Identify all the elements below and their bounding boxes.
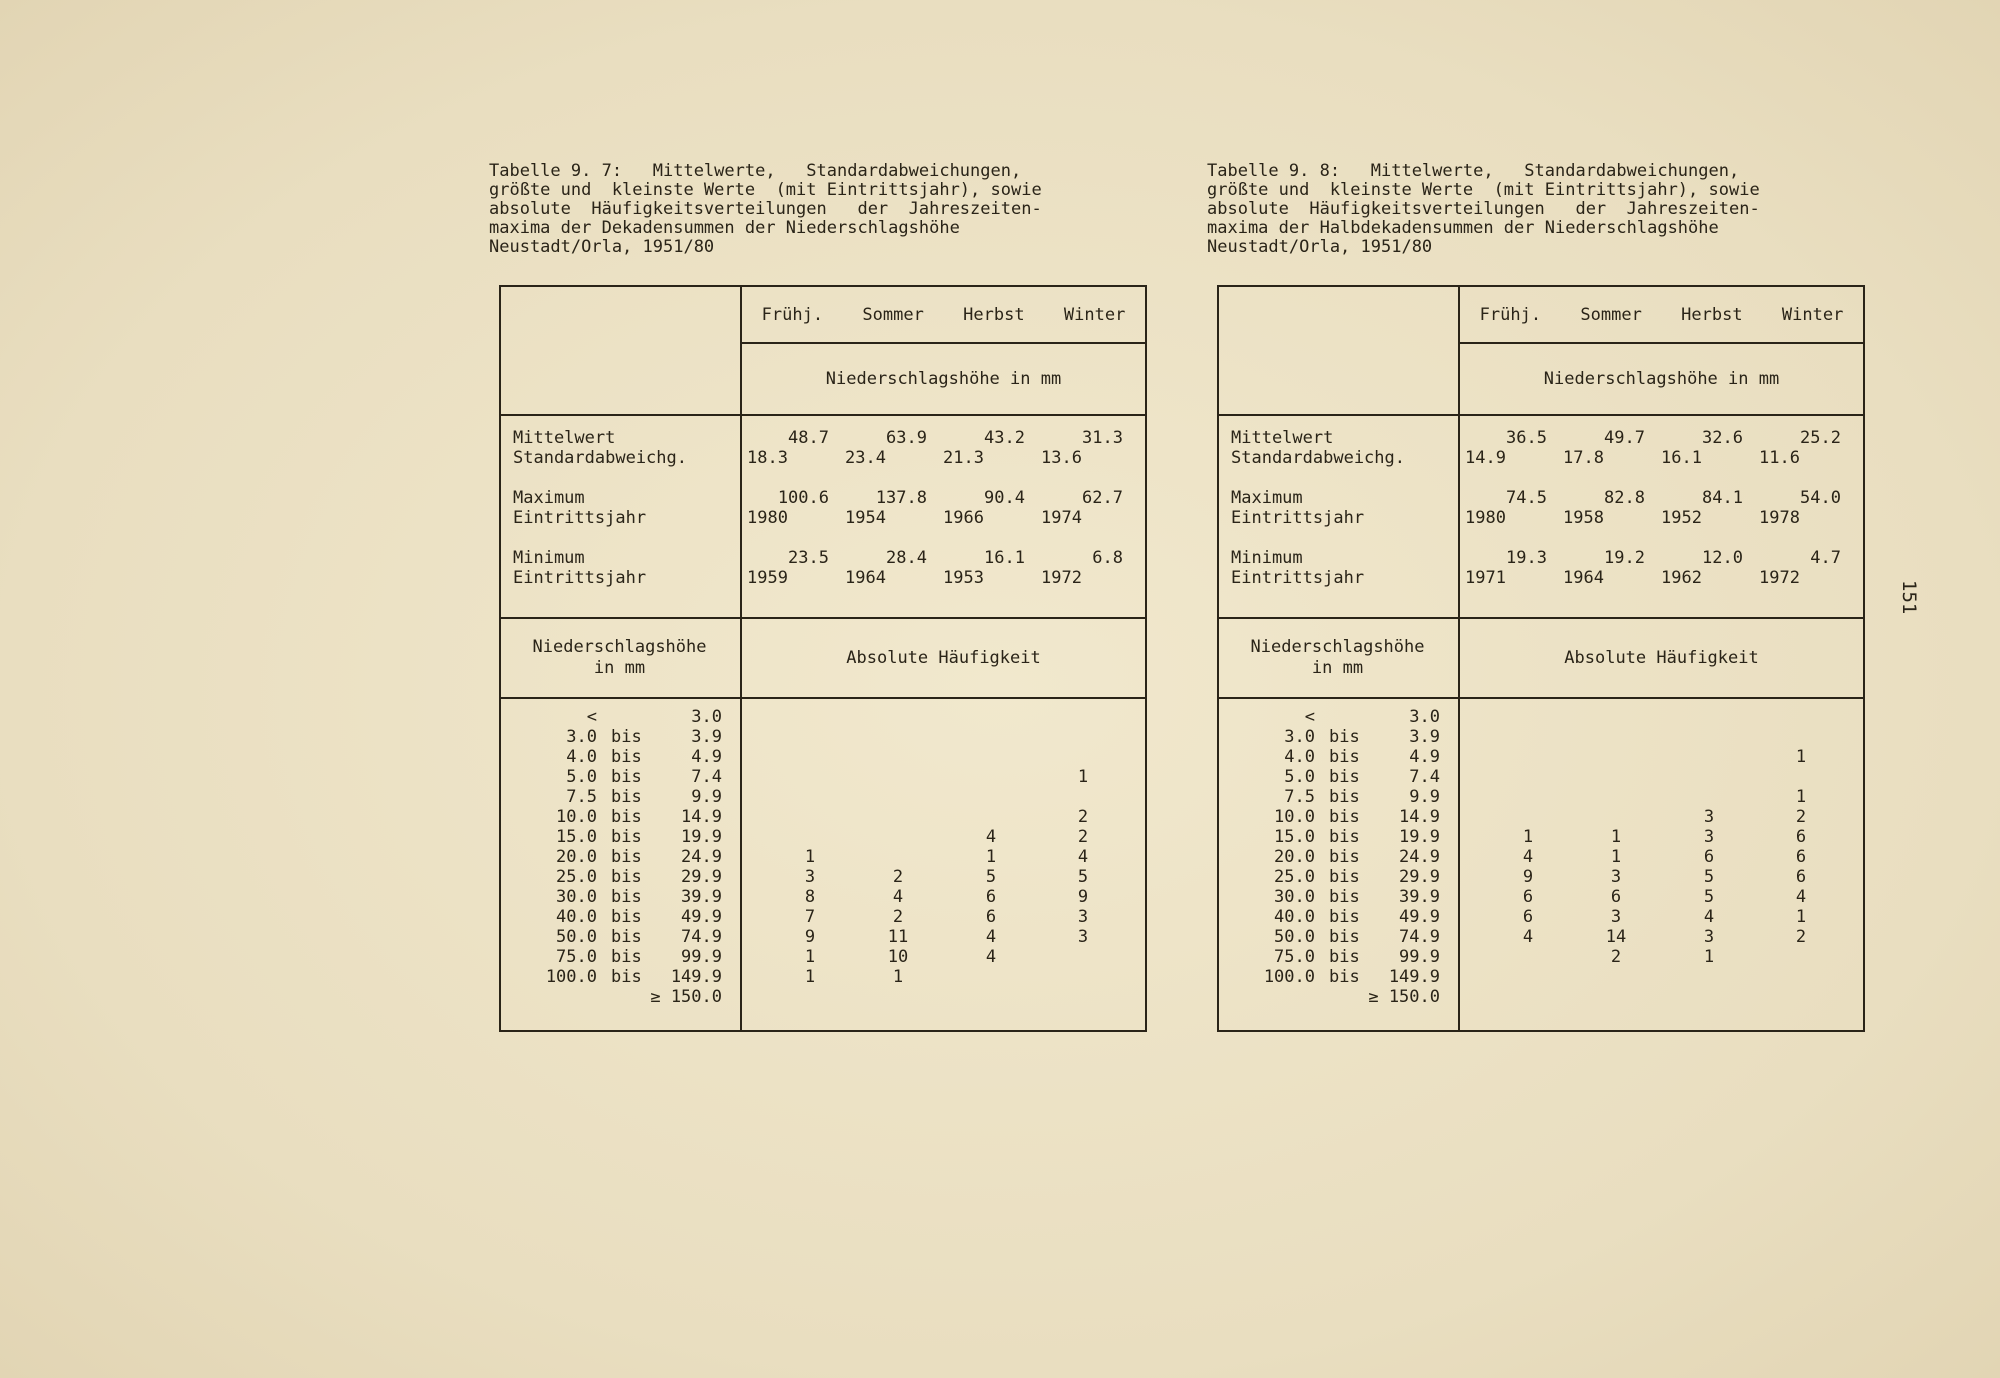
table-row [1219,727,1863,747]
class-bound: 4.0 [1284,747,1315,767]
class-bound: bis [1329,967,1360,987]
stat-value: 74.5 [1506,488,1547,508]
stat-value: 137.8 [875,488,927,508]
class-bound: bis [611,787,642,807]
stat-group [1219,428,1863,468]
class-bound: bis [1329,867,1360,887]
frequency-cell: 1 [1522,827,1534,847]
stat-value: 49.7 [1604,428,1645,448]
stat-label: Maximum Eintrittsjahr [1231,488,1365,528]
stat-value: 13.6 [1041,448,1082,468]
table-row [1219,887,1863,907]
class-bound: bis [1329,947,1360,967]
class-bound: 50.0 [556,927,597,947]
frequency-cell: 3 [1703,827,1715,847]
stat-value: 6.8 [1092,548,1123,568]
stat-value: 18.3 [747,448,788,468]
frequency-cell: 1 [1610,847,1622,867]
class-bound: bis [611,907,642,927]
stat-value: 1954 [845,508,886,528]
class-bound: 74.9 [681,927,722,947]
class-bound: 3.0 [691,707,722,727]
stat-value: 1952 [1661,508,1702,528]
table-row [501,867,1145,887]
table-row [501,847,1145,867]
stat-value: 11.6 [1759,448,1800,468]
stat-value: 1980 [1465,508,1506,528]
class-bound: 14.9 [681,807,722,827]
season-header: Winter [1781,304,1844,325]
table-9-7 [489,162,1161,1007]
frequency-cell: 3 [804,867,816,887]
season-header: Herbst [1681,304,1743,325]
class-bound: 49.9 [681,907,722,927]
table-row [1219,907,1863,927]
frequency-cell: 1 [892,967,904,987]
class-bound: bis [611,807,642,827]
class-bound: bis [1329,827,1360,847]
table-row [501,907,1145,927]
stat-label: Mittelwert Standardabweichg. [1231,428,1405,468]
frequency-cell: 3 [1077,907,1089,927]
table-row [1219,847,1863,867]
stat-label: Mittelwert Standardabweichg. [513,428,687,468]
class-bound: 3.9 [691,727,722,747]
frequency-cell: 6 [985,907,997,927]
table-row [501,787,1145,807]
class-bound: 20.0 [556,847,597,867]
frequency-cell: 6 [1795,847,1807,867]
stat-value: 32.6 [1702,428,1743,448]
class-bound: 4.9 [1409,747,1440,767]
frequency-cell: 2 [1795,927,1807,947]
class-bound: 15.0 [1274,827,1315,847]
stat-value: 1971 [1465,568,1506,588]
frequency-cell: 4 [1077,847,1089,867]
season-header: Sommer [862,304,924,325]
data-table [1217,285,1865,1032]
frequency-cell: 14 [1605,927,1627,947]
season-header: Herbst [963,304,1025,325]
class-bound: bis [611,727,642,747]
stat-value: 36.5 [1506,428,1547,448]
frequency-cell: 4 [985,927,997,947]
class-bound: 3.0 [1409,707,1440,727]
unit-header: Niederschlagshöhe in mm [1543,368,1780,389]
frequency-cell: 1 [804,967,816,987]
table-row [501,887,1145,907]
table-row [1219,767,1863,787]
class-bound: 10.0 [1274,807,1315,827]
class-bound: 5.0 [566,767,597,787]
stat-value: 1964 [845,568,886,588]
class-bound: bis [611,747,642,767]
frequency-cell: 10 [887,947,909,967]
frequency-header: Absolute Häufigkeit [1564,648,1759,668]
table-row [501,967,1145,987]
frequency-cell: 7 [804,907,816,927]
table-row [501,747,1145,767]
table-row [1219,987,1863,1007]
stat-value: 21.3 [943,448,984,468]
frequency-cell: 3 [1703,927,1715,947]
class-bound: 3.0 [1284,727,1315,747]
frequency-cell: 1 [1795,907,1807,927]
frequency-cell: 1 [1795,787,1807,807]
class-bound: < [586,707,597,727]
class-bound: 40.0 [556,907,597,927]
frequency-cell: 9 [1077,887,1089,907]
frequency-cell: 1 [804,947,816,967]
table-row [1219,967,1863,987]
table-row [1219,827,1863,847]
class-bound: 29.9 [681,867,722,887]
frequency-cell: 6 [1522,907,1534,927]
data-table [499,285,1147,1032]
frequency-cell: 1 [985,847,997,867]
frequency-cell: 1 [1703,947,1715,967]
season-headers [1460,287,1863,342]
stat-group [501,488,1145,528]
frequency-cell: 5 [1077,867,1089,887]
frequency-cell: 2 [892,867,904,887]
stat-value: 48.7 [788,428,829,448]
stat-value: 23.4 [845,448,886,468]
class-bound: 3.0 [566,727,597,747]
table-caption: Tabelle 9. 7: Mittelwerte, Standardabweichungen, größte und kleinste Werte (mit Eintrittsjahr), sowie absolute Häufigkeitsverteilungen der Jahreszeiten- maxima der Dekadensummen der Niederschlagshöhe Neustadt/Orla, 1951/80 [489,162,1042,257]
stat-value: 12.0 [1702,548,1743,568]
stat-value: 43.2 [984,428,1025,448]
class-bound: 19.9 [681,827,722,847]
class-bound: 24.9 [681,847,722,867]
frequency-cell: 1 [1610,827,1622,847]
class-bound: 4.0 [566,747,597,767]
class-bound: 49.9 [1399,907,1440,927]
stat-group [501,548,1145,588]
stat-value: 62.7 [1082,488,1123,508]
frequency-cell: 11 [887,927,909,947]
class-bound: bis [611,947,642,967]
class-bound: bis [1329,767,1360,787]
frequency-cell: 6 [985,887,997,907]
class-bound: 7.5 [566,787,597,807]
stat-value: 31.3 [1082,428,1123,448]
frequency-cell: 6 [1703,847,1715,867]
class-bound: 25.0 [1274,867,1315,887]
table-row [501,707,1145,727]
season-headers [742,287,1145,342]
class-bound: 24.9 [1399,847,1440,867]
table-row [1219,787,1863,807]
frequency-cell: 2 [1077,827,1089,847]
stat-value: 16.1 [984,548,1025,568]
season-header: Frühj. [761,304,824,325]
frequency-cell: 4 [892,887,904,907]
table-row [501,807,1145,827]
stat-value: 84.1 [1702,488,1743,508]
stat-value: 1953 [943,568,984,588]
frequency-header: Absolute Häufigkeit [846,648,1041,668]
stat-value: 17.8 [1563,448,1604,468]
frequency-cell: 3 [1077,927,1089,947]
table-row [501,927,1145,947]
stat-value: 1974 [1041,508,1082,528]
frequency-cell: 3 [1610,907,1622,927]
unit-header: Niederschlagshöhe in mm [825,368,1062,389]
frequency-rows [1219,707,1863,1007]
table-row [1219,947,1863,967]
table-caption: Tabelle 9. 8: Mittelwerte, Standardabweichungen, größte und kleinste Werte (mit Eintrittsjahr), sowie absolute Häufigkeitsverteilungen der Jahreszeiten- maxima der Halbdekadensummen der Niederschlagshöhe Neustadt/Orla, 1951/80 [1207,162,1760,257]
frequency-cell: 4 [1522,847,1534,867]
class-bound: 15.0 [556,827,597,847]
class-bound: 25.0 [556,867,597,887]
frequency-cell: 9 [804,927,816,947]
stat-value: 28.4 [886,548,927,568]
frequency-cell: 6 [1522,887,1534,907]
class-bound: bis [1329,787,1360,807]
class-bound: bis [1329,927,1360,947]
stat-value: 16.1 [1661,448,1702,468]
stat-group [501,428,1145,468]
class-bound: 39.9 [1399,887,1440,907]
stat-group [1219,488,1863,528]
stat-value: 82.8 [1604,488,1645,508]
table-row [1219,807,1863,827]
class-bound: < [1304,707,1315,727]
table-row [1219,927,1863,947]
class-bound: bis [1329,907,1360,927]
stat-value: 1962 [1661,568,1702,588]
class-bound: 30.0 [556,887,597,907]
frequency-cell: 1 [804,847,816,867]
class-bound: 29.9 [1399,867,1440,887]
class-bound: 7.4 [691,767,722,787]
class-bound: bis [611,847,642,867]
frequency-cell: 2 [1610,947,1622,967]
class-bound: 3.9 [1409,727,1440,747]
frequency-cell: 6 [1795,867,1807,887]
frequency-cell: 6 [1795,827,1807,847]
table-row [1219,867,1863,887]
frequency-cell: 5 [1703,867,1715,887]
table-row [1219,747,1863,767]
class-bound: 9.9 [1409,787,1440,807]
table-row [501,727,1145,747]
stat-value: 1972 [1759,568,1800,588]
stat-value: 1958 [1563,508,1604,528]
class-bound: 149.9 [670,967,722,987]
class-bound: 7.5 [1284,787,1315,807]
table-row [501,767,1145,787]
class-bound: bis [1329,747,1360,767]
frequency-cell: 3 [1703,807,1715,827]
class-bound: 50.0 [1274,927,1315,947]
stat-value: 19.2 [1604,548,1645,568]
stats-section [1219,416,1863,616]
class-bound: bis [611,967,642,987]
class-bound: bis [611,867,642,887]
stat-value: 63.9 [886,428,927,448]
stat-value: 4.7 [1810,548,1841,568]
stat-value: 1972 [1041,568,1082,588]
frequency-cell: 1 [1077,767,1089,787]
frequency-cell: 4 [1522,927,1534,947]
stat-value: 54.0 [1800,488,1841,508]
class-header: Niederschlagshöhe in mm [1250,637,1425,678]
frequency-cell: 2 [1795,807,1807,827]
class-bound: 75.0 [556,947,597,967]
class-bound: 14.9 [1399,807,1440,827]
page-number: 151 [1898,580,1920,615]
frequency-cell: 6 [1610,887,1622,907]
class-bound: 99.9 [681,947,722,967]
stat-value: 1959 [747,568,788,588]
class-bound: bis [611,927,642,947]
class-bound: 7.4 [1409,767,1440,787]
class-bound: 149.9 [1388,967,1440,987]
class-bound: ≥ 150.0 [1368,987,1440,1007]
stat-value: 1966 [943,508,984,528]
stat-value: 90.4 [984,488,1025,508]
stat-value: 100.6 [777,488,829,508]
class-bound: 39.9 [681,887,722,907]
frequency-cell: 2 [1077,807,1089,827]
class-bound: 100.0 [545,967,597,987]
stat-value: 14.9 [1465,448,1506,468]
frequency-cell: 5 [1703,887,1715,907]
class-bound: 9.9 [691,787,722,807]
class-header: Niederschlagshöhe in mm [532,637,707,678]
class-bound: 10.0 [556,807,597,827]
class-bound: bis [1329,887,1360,907]
stat-value: 23.5 [788,548,829,568]
frequency-cell: 4 [985,947,997,967]
class-bound: 40.0 [1274,907,1315,927]
class-bound: 4.9 [691,747,722,767]
frequency-cell: 4 [1795,887,1807,907]
class-bound: bis [1329,727,1360,747]
class-bound: 5.0 [1284,767,1315,787]
season-header: Sommer [1580,304,1642,325]
table-9-8 [1207,162,1879,1007]
stat-label: Minimum Eintrittsjahr [1231,548,1365,588]
stat-value: 19.3 [1506,548,1547,568]
frequency-cell: 3 [1610,867,1622,887]
frequency-cell: 4 [985,827,997,847]
season-header: Frühj. [1479,304,1542,325]
class-bound: bis [611,887,642,907]
class-bound: bis [1329,847,1360,867]
stat-group [1219,548,1863,588]
class-bound: bis [611,767,642,787]
stat-value: 1980 [747,508,788,528]
frequency-cell: 1 [1795,747,1807,767]
frequency-cell: 2 [892,907,904,927]
frequency-cell: 5 [985,867,997,887]
stats-section [501,416,1145,616]
stat-label: Minimum Eintrittsjahr [513,548,647,588]
class-bound: bis [611,827,642,847]
class-bound: 20.0 [1274,847,1315,867]
frequency-cell: 8 [804,887,816,907]
class-bound: ≥ 150.0 [650,987,722,1007]
class-bound: 75.0 [1274,947,1315,967]
class-bound: 30.0 [1274,887,1315,907]
class-bound: 99.9 [1399,947,1440,967]
table-row [501,947,1145,967]
frequency-cell: 9 [1522,867,1534,887]
frequency-cell: 4 [1703,907,1715,927]
table-row [501,827,1145,847]
stat-label: Maximum Eintrittsjahr [513,488,647,528]
table-row [1219,707,1863,727]
stat-value: 1964 [1563,568,1604,588]
class-bound: bis [1329,807,1360,827]
class-bound: 100.0 [1263,967,1315,987]
class-bound: 74.9 [1399,927,1440,947]
season-header: Winter [1063,304,1126,325]
class-bound: 19.9 [1399,827,1440,847]
stat-value: 25.2 [1800,428,1841,448]
frequency-rows [501,707,1145,1007]
stat-value: 1978 [1759,508,1800,528]
table-row [501,987,1145,1007]
